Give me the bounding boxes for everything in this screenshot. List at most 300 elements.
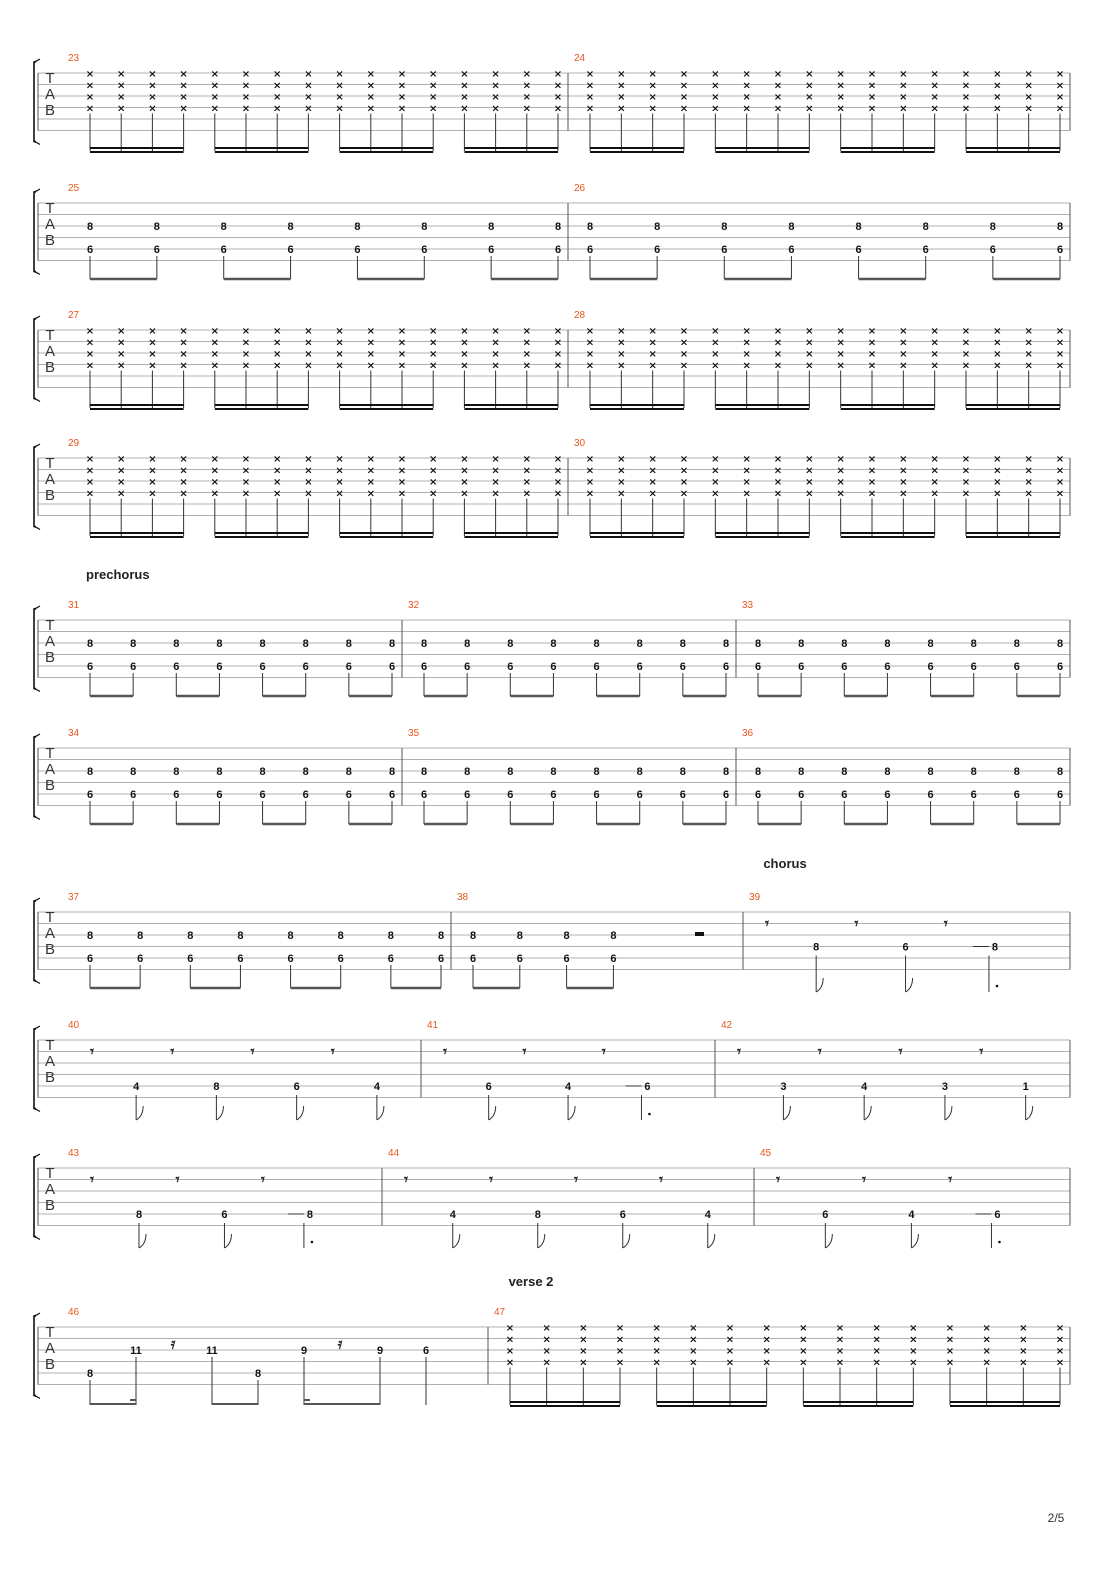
dead-note-x: × [742,454,751,465]
dead-note-x: × [241,488,251,500]
fret-number: 6 [464,661,471,673]
fret-number: 6 [488,244,495,256]
dead-note-x: × [993,337,1002,349]
eighth-rest: 𝄾 [170,1042,175,1061]
fret-number: 8 [287,221,294,233]
dead-note-x: × [805,465,814,477]
fret-number: 6 [86,661,94,673]
dead-note-x: × [491,69,500,80]
dead-note-x: × [273,488,282,500]
dead-note-x: × [273,69,282,80]
fret-number: 8 [927,766,934,778]
dead-note-x: × [617,92,626,103]
dead-note-x: × [899,80,908,92]
fret-number: 8 [173,638,180,650]
dead-note-x: × [148,360,157,372]
fret-number: 6 [610,953,617,965]
dead-note-x: × [652,1323,661,1334]
fret-number: 6 [654,244,661,256]
dead-note-x: × [335,103,344,115]
dead-note-x: × [304,360,313,372]
dead-note-x: × [679,92,689,103]
dead-note-x: × [148,337,157,349]
dead-note-x: × [961,488,971,500]
tab-clef-letter: A [44,216,56,233]
fret-number: 6 [1013,789,1020,801]
dead-note-x: × [585,465,595,477]
eighth-rest: 𝄾 [90,1170,94,1189]
dead-note-x: × [429,80,438,92]
dead-note-x: × [836,360,845,372]
measure-number: 46 [68,1307,80,1318]
bracket-hook [34,734,40,820]
dead-note-x: × [773,326,783,337]
fret-number: 8 [1056,221,1064,233]
dead-note-x: × [899,69,908,80]
dead-note-x: × [335,360,344,372]
dead-note-x: × [835,1334,845,1346]
fret-number: 8 [130,766,137,778]
dead-note-x: × [909,1346,918,1357]
tab-clef-letter: T [45,909,55,926]
fret-number: 8 [464,638,471,650]
sixteenth-rest: 𝄿 [170,1334,176,1353]
tab-clef-letter: T [45,1324,55,1341]
fret-number: 4 [449,1209,456,1221]
dead-note-x: × [210,477,219,488]
dead-note-x: × [585,92,595,103]
fret-number: 6 [86,789,94,801]
fret-number: 6 [619,1209,626,1221]
dead-note-x: × [1055,1334,1065,1346]
dead-note-x: × [210,454,219,465]
fret-number: 8 [86,930,94,942]
dead-note-x: × [725,1357,735,1369]
fret-number: 8 [1056,766,1064,778]
tab-system [34,310,1070,409]
dead-note-x: × [491,80,500,92]
dead-note-x: × [617,326,626,337]
dead-note-x: × [117,337,126,349]
dead-note-x: × [836,337,845,349]
fret-number: 8 [550,766,557,778]
dead-note-x: × [273,349,282,360]
dead-note-x: × [460,465,469,477]
dead-note-x: × [993,465,1002,477]
bracket-hook [34,606,40,692]
note-flag [1026,1106,1033,1120]
eighth-rest: 𝄾 [90,1042,94,1061]
dead-note-x: × [85,80,95,92]
dead-note-x: × [648,465,657,477]
dead-note-x: × [648,103,657,115]
dead-note-x: × [1055,103,1065,115]
dead-note-x: × [179,92,188,103]
dead-note-x: × [522,477,531,488]
fret-number: 3 [780,1081,787,1093]
dead-note-x: × [522,80,531,92]
tab-clef-letter: B [44,649,56,666]
eighth-rest: 𝄾 [659,1170,663,1189]
fret-number: 1 [1022,1081,1029,1093]
fret-number: 8 [345,766,352,778]
fret-number: 8 [841,638,848,650]
system-bracket [34,1316,36,1396]
fret-number: 6 [679,789,686,801]
dead-note-x: × [836,103,845,115]
dead-note-x: × [210,465,219,477]
measure-number: 42 [721,1020,733,1031]
measure-number: 43 [68,1148,80,1159]
dead-note-x: × [899,337,908,349]
dead-note-x: × [585,477,595,488]
dead-note-x: × [210,92,219,103]
dead-note-x: × [909,1323,918,1334]
dead-note-x: × [711,69,720,80]
dead-note-x: × [179,80,188,92]
dead-note-x: × [460,92,469,103]
tab-clef-letter: T [45,1037,55,1054]
fret-number: 6 [989,244,996,256]
fret-number: 6 [137,953,144,965]
dead-note-x: × [615,1323,625,1334]
dead-note-x: × [899,103,908,115]
fret-number: 11 [130,1345,142,1357]
fret-number: 8 [420,766,428,778]
dead-note-x: × [179,360,188,372]
dead-note-x: × [429,349,438,360]
fret-number: 8 [86,766,94,778]
tab-clef-letter: B [44,1197,56,1214]
fret-number: 8 [354,221,361,233]
dead-note-x: × [711,326,720,337]
fret-number: 6 [420,661,428,673]
dead-note-x: × [366,92,375,103]
dead-note-x: × [85,92,95,103]
dead-note-x: × [429,103,438,115]
bracket-hook [34,316,40,402]
dead-note-x: × [585,454,595,465]
system-bracket [34,319,36,399]
dead-note-x: × [742,477,751,488]
dead-note-x: × [652,1346,661,1357]
dead-note-x: × [805,69,814,80]
dead-note-x: × [867,360,877,372]
eighth-rest: 𝄾 [601,1042,606,1061]
dead-note-x: × [335,477,344,488]
dead-note-x: × [397,465,407,477]
dead-note-x: × [1055,360,1065,372]
dead-note-x: × [522,92,531,103]
fret-number: 6 [86,953,94,965]
dead-note-x: × [679,69,689,80]
dead-note-x: × [961,92,971,103]
fret-number: 6 [287,244,294,256]
eighth-rest: 𝄾 [404,1170,408,1189]
dead-note-x: × [1055,1346,1065,1357]
dead-note-x: × [397,326,407,337]
measure-number: 45 [760,1148,772,1159]
fret-number: 8 [220,221,227,233]
note-flag [489,1106,496,1120]
dead-note-x: × [961,326,971,337]
dead-note-x: × [210,488,219,500]
fret-number: 8 [1013,766,1020,778]
dead-note-x: × [1019,1323,1028,1334]
fret-number: 6 [994,1209,1001,1221]
fret-number: 8 [1013,638,1020,650]
dead-note-x: × [210,326,219,337]
fret-number: 8 [922,221,929,233]
measure-number: 38 [457,892,469,903]
dead-note-x: × [553,465,563,477]
dead-note-x: × [961,349,971,360]
dead-note-x: × [773,488,783,500]
fret-number: 6 [644,1081,651,1093]
fret-number: 8 [534,1209,541,1221]
dead-note-x: × [553,477,563,488]
fret-number: 8 [970,766,977,778]
dead-note-x: × [711,488,720,500]
tab-clef-letter: T [45,327,55,344]
dead-note-x: × [725,1346,735,1357]
dead-note-x: × [648,80,657,92]
eighth-rest: 𝄾 [330,1042,335,1061]
eighth-rest: 𝄾 [250,1042,255,1061]
dead-note-x: × [742,488,751,500]
dead-note-x: × [553,360,563,372]
dead-note-x: × [241,80,251,92]
dead-note-x: × [867,454,877,465]
dead-note-x: × [711,477,720,488]
note-flag [623,1234,630,1248]
system-bracket [34,609,36,689]
dead-note-x: × [210,337,219,349]
dead-note-x: × [304,454,313,465]
dead-note-x: × [773,360,783,372]
fret-number: 6 [927,661,934,673]
dead-note-x: × [505,1334,515,1346]
dead-note-x: × [872,1334,881,1346]
fret-number: 8 [970,638,977,650]
dead-note-x: × [491,103,500,115]
dead-note-x: × [335,80,344,92]
fret-number: 8 [516,930,523,942]
dead-note-x: × [617,454,626,465]
fret-number: 6 [722,661,730,673]
fret-number: 9 [376,1345,384,1357]
fret-number: 6 [554,244,562,256]
fret-number: 6 [507,789,514,801]
dead-note-x: × [617,465,626,477]
dead-note-x: × [679,349,689,360]
dead-note-x: × [993,80,1002,92]
dead-note-x: × [460,349,469,360]
dead-note-x: × [899,360,908,372]
dead-note-x: × [522,69,531,80]
dead-note-x: × [397,488,407,500]
dead-note-x: × [805,454,814,465]
dead-note-x: × [867,326,877,337]
fret-number: 8 [287,930,294,942]
eighth-rest: 𝄾 [817,1042,822,1061]
fret-number: 6 [586,244,594,256]
dead-note-x: × [366,80,375,92]
fret-number: 8 [213,1081,220,1093]
tab-clef-letter: T [45,70,55,87]
dead-note-x: × [117,92,126,103]
note-flag [216,1106,223,1120]
dead-note-x: × [836,454,845,465]
fret-number: 6 [293,1081,300,1093]
system-bracket [34,1029,36,1109]
section-label: verse 2 [508,1274,554,1289]
dead-note-x: × [836,477,845,488]
dead-note-x: × [117,80,126,92]
fret-number: 8 [679,766,686,778]
dead-note-x: × [179,349,188,360]
fret-number: 8 [388,766,396,778]
dead-note-x: × [241,477,251,488]
dead-note-x: × [210,103,219,115]
fret-number: 8 [507,766,514,778]
dead-note-x: × [179,465,188,477]
dead-note-x: × [805,92,814,103]
dead-note-x: × [1024,349,1033,360]
dead-note-x: × [930,477,939,488]
dead-note-x: × [522,326,531,337]
dead-note-x: × [742,465,751,477]
note-flag [538,1234,545,1248]
fret-number: 3 [941,1081,948,1093]
fret-number: 8 [464,766,471,778]
dead-note-x: × [366,454,375,465]
dead-note-x: × [961,69,971,80]
dead-note-x: × [742,360,751,372]
fret-number: 8 [1056,638,1064,650]
fret-number: 6 [337,953,344,965]
dot [648,1113,651,1116]
dead-note-x: × [930,465,939,477]
dead-note-x: × [241,465,251,477]
dead-note-x: × [1055,477,1065,488]
dead-note-x: × [617,349,626,360]
measure-number: 27 [68,310,80,321]
fret-number: 8 [135,1209,143,1221]
fret-number: 8 [593,766,600,778]
dead-note-x: × [117,69,126,80]
dead-note-x: × [742,69,751,80]
fret-number: 8 [586,221,594,233]
dot [998,1241,1001,1244]
sixteenth-rest: 𝄿 [337,1334,343,1353]
dead-note-x: × [210,80,219,92]
dead-note-x: × [397,69,407,80]
dead-note-x: × [648,488,657,500]
fret-number: 8 [754,638,762,650]
tab-clef-letter: A [44,1181,56,1198]
note-flag [453,1234,460,1248]
dead-note-x: × [85,326,95,337]
dead-note-x: × [522,454,531,465]
dead-note-x: × [617,477,626,488]
dead-note-x: × [585,103,595,115]
fret-number: 6 [970,661,977,673]
fret-number: 11 [206,1345,218,1357]
dead-note-x: × [579,1346,588,1357]
eighth-rest: 𝄾 [443,1042,447,1061]
fret-number: 8 [989,221,996,233]
dead-note-x: × [460,69,469,80]
dead-note-x: × [117,360,126,372]
dead-note-x: × [179,337,188,349]
fret-number: 8 [593,638,600,650]
dead-note-x: × [397,360,407,372]
dead-note-x: × [273,103,282,115]
dead-note-x: × [397,349,407,360]
fret-number: 6 [153,244,160,256]
bracket-hook [34,444,40,530]
fret-number: 6 [421,244,428,256]
tab-clef-letter: A [44,343,56,360]
dead-note-x: × [867,80,877,92]
note-flag [568,1106,575,1120]
dead-note-x: × [366,349,375,360]
dead-note-x: × [993,360,1002,372]
eighth-rest: 𝄾 [862,1170,867,1189]
dead-note-x: × [617,80,626,92]
dead-note-x: × [652,1334,661,1346]
fret-number: 8 [798,766,805,778]
dead-note-x: × [773,69,783,80]
dead-note-x: × [930,349,939,360]
tab-clef-letter: A [44,761,56,778]
dead-note-x: × [805,477,814,488]
dead-note-x: × [648,92,657,103]
dead-note-x: × [460,477,469,488]
dead-note-x: × [679,326,689,337]
dead-note-x: × [961,477,971,488]
measure-number: 34 [68,728,80,739]
eighth-rest: 𝄾 [260,1170,265,1189]
fret-number: 6 [187,953,194,965]
measure-number: 26 [574,183,586,194]
fret-number: 8 [788,221,795,233]
dead-note-x: × [930,337,939,349]
dead-note-x: × [366,337,375,349]
dead-note-x: × [1019,1357,1028,1369]
fret-number: 6 [550,789,557,801]
dead-note-x: × [799,1357,808,1369]
dead-note-x: × [491,477,500,488]
dead-note-x: × [522,103,531,115]
fret-number: 8 [841,766,848,778]
dead-note-x: × [542,1323,551,1334]
fret-number: 6 [220,244,227,256]
dead-note-x: × [117,103,126,115]
dot [996,985,999,988]
measure-number: 44 [388,1148,400,1159]
tab-system [34,1148,1070,1248]
dead-note-x: × [993,103,1002,115]
fret-number: 8 [153,221,160,233]
dead-note-x: × [304,349,313,360]
dead-note-x: × [1055,80,1065,92]
fret-number: 8 [813,941,820,954]
dead-note-x: × [335,465,344,477]
dead-note-x: × [366,326,375,337]
dead-note-x: × [945,1323,955,1334]
